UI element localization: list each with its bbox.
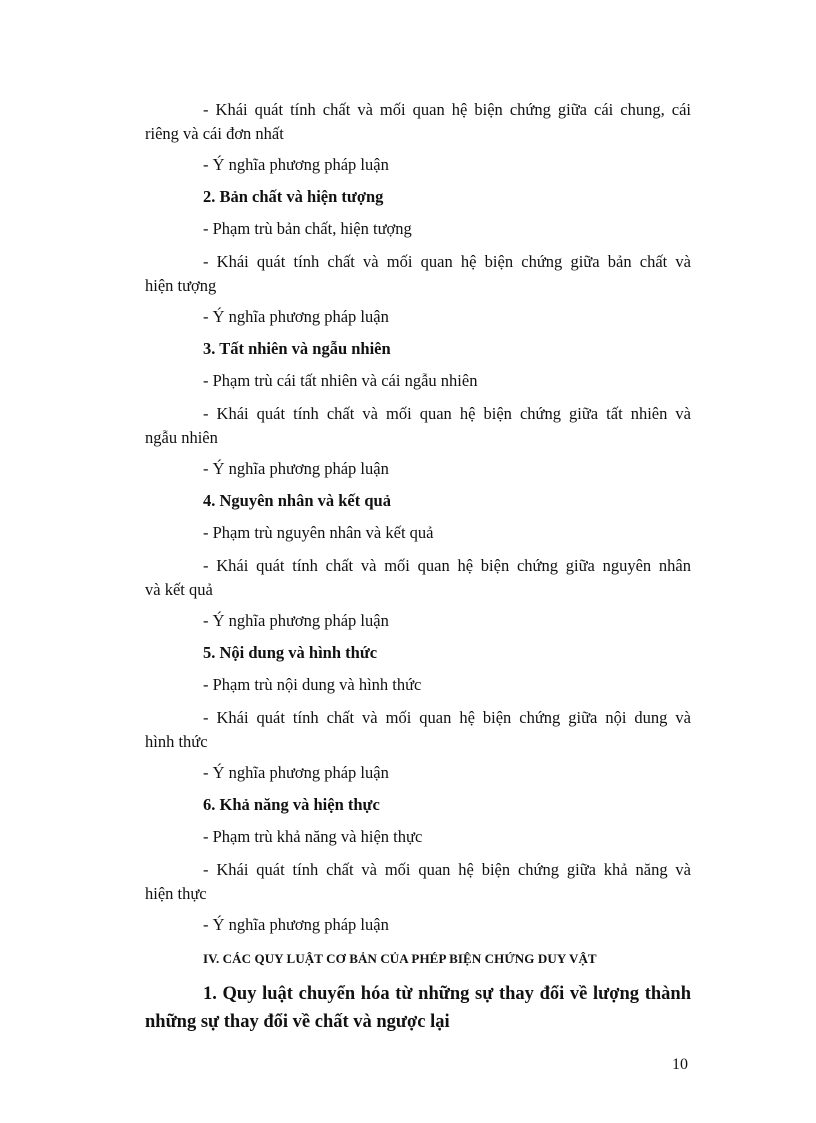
paragraph-y-nghia: - Ý nghĩa phương pháp luận <box>203 763 389 782</box>
paragraph-khai-quat: - Khái quát tính chất và mối quan hệ biện chứng giữa bản chất và hiện tượng <box>145 252 691 295</box>
heading-ban-chat-hien-tuong: 2. Bản chất và hiện tượng <box>203 187 384 206</box>
paragraph-y-nghia: - Ý nghĩa phương pháp luận <box>203 459 389 478</box>
paragraph-y-nghia: - Ý nghĩa phương pháp luận <box>203 611 389 630</box>
paragraph-pham-tru: - Phạm trù nội dung và hình thức <box>203 675 422 694</box>
heading-kha-nang-hien-thuc: 6. Khả năng và hiện thực <box>203 795 380 814</box>
paragraph-pham-tru: - Phạm trù nguyên nhân và kết quả <box>203 523 434 542</box>
paragraph-y-nghia: - Ý nghĩa phương pháp luận <box>203 155 389 174</box>
heading-nguyen-nhan-ket-qua: 4. Nguyên nhân và kết quả <box>203 491 391 510</box>
paragraph-khai-quat: - Khái quát tính chất và mối quan hệ biện chứng giữa tất nhiên và ngẫu nhiên <box>145 404 691 447</box>
heading-quy-luat-luong-chat: 1. Quy luật chuyển hóa từ những sự thay đổi về lượng thành những sự thay đổi về chất và ngược lại <box>145 984 691 1032</box>
paragraph-y-nghia: - Ý nghĩa phương pháp luận <box>203 307 389 326</box>
paragraph-khai-quat: - Khái quát tính chất và mối quan hệ biện chứng giữa khả năng và hiện thực <box>145 860 691 903</box>
paragraph-cai-chung: - Khái quát tính chất và mối quan hệ biện chứng giữa cái chung, cái riêng và cái đơn nhất <box>145 100 691 143</box>
heading-tat-nhien-ngau-nhien: 3. Tất nhiên và ngẫu nhiên <box>203 339 391 358</box>
paragraph-pham-tru: - Phạm trù bản chất, hiện tượng <box>203 219 412 238</box>
paragraph-khai-quat: - Khái quát tính chất và mối quan hệ biện chứng giữa nguyên nhân và kết quả <box>145 556 691 599</box>
paragraph-pham-tru: - Phạm trù khả năng và hiện thực <box>203 827 423 846</box>
page-number: 10 <box>672 1056 688 1073</box>
section-heading-iv: IV. CÁC QUY LUẬT CƠ BẢN CỦA PHÉP BIỆN CHỨNG DUY VẬT <box>203 951 597 966</box>
heading-noi-dung-hinh-thuc: 5. Nội dung và hình thức <box>203 643 378 662</box>
paragraph-pham-tru: - Phạm trù cái tất nhiên và cái ngẫu nhiên <box>203 371 478 390</box>
paragraph-khai-quat: - Khái quát tính chất và mối quan hệ biện chứng giữa nội dung và hình thức <box>145 708 691 751</box>
paragraph-y-nghia: - Ý nghĩa phương pháp luận <box>203 915 389 934</box>
